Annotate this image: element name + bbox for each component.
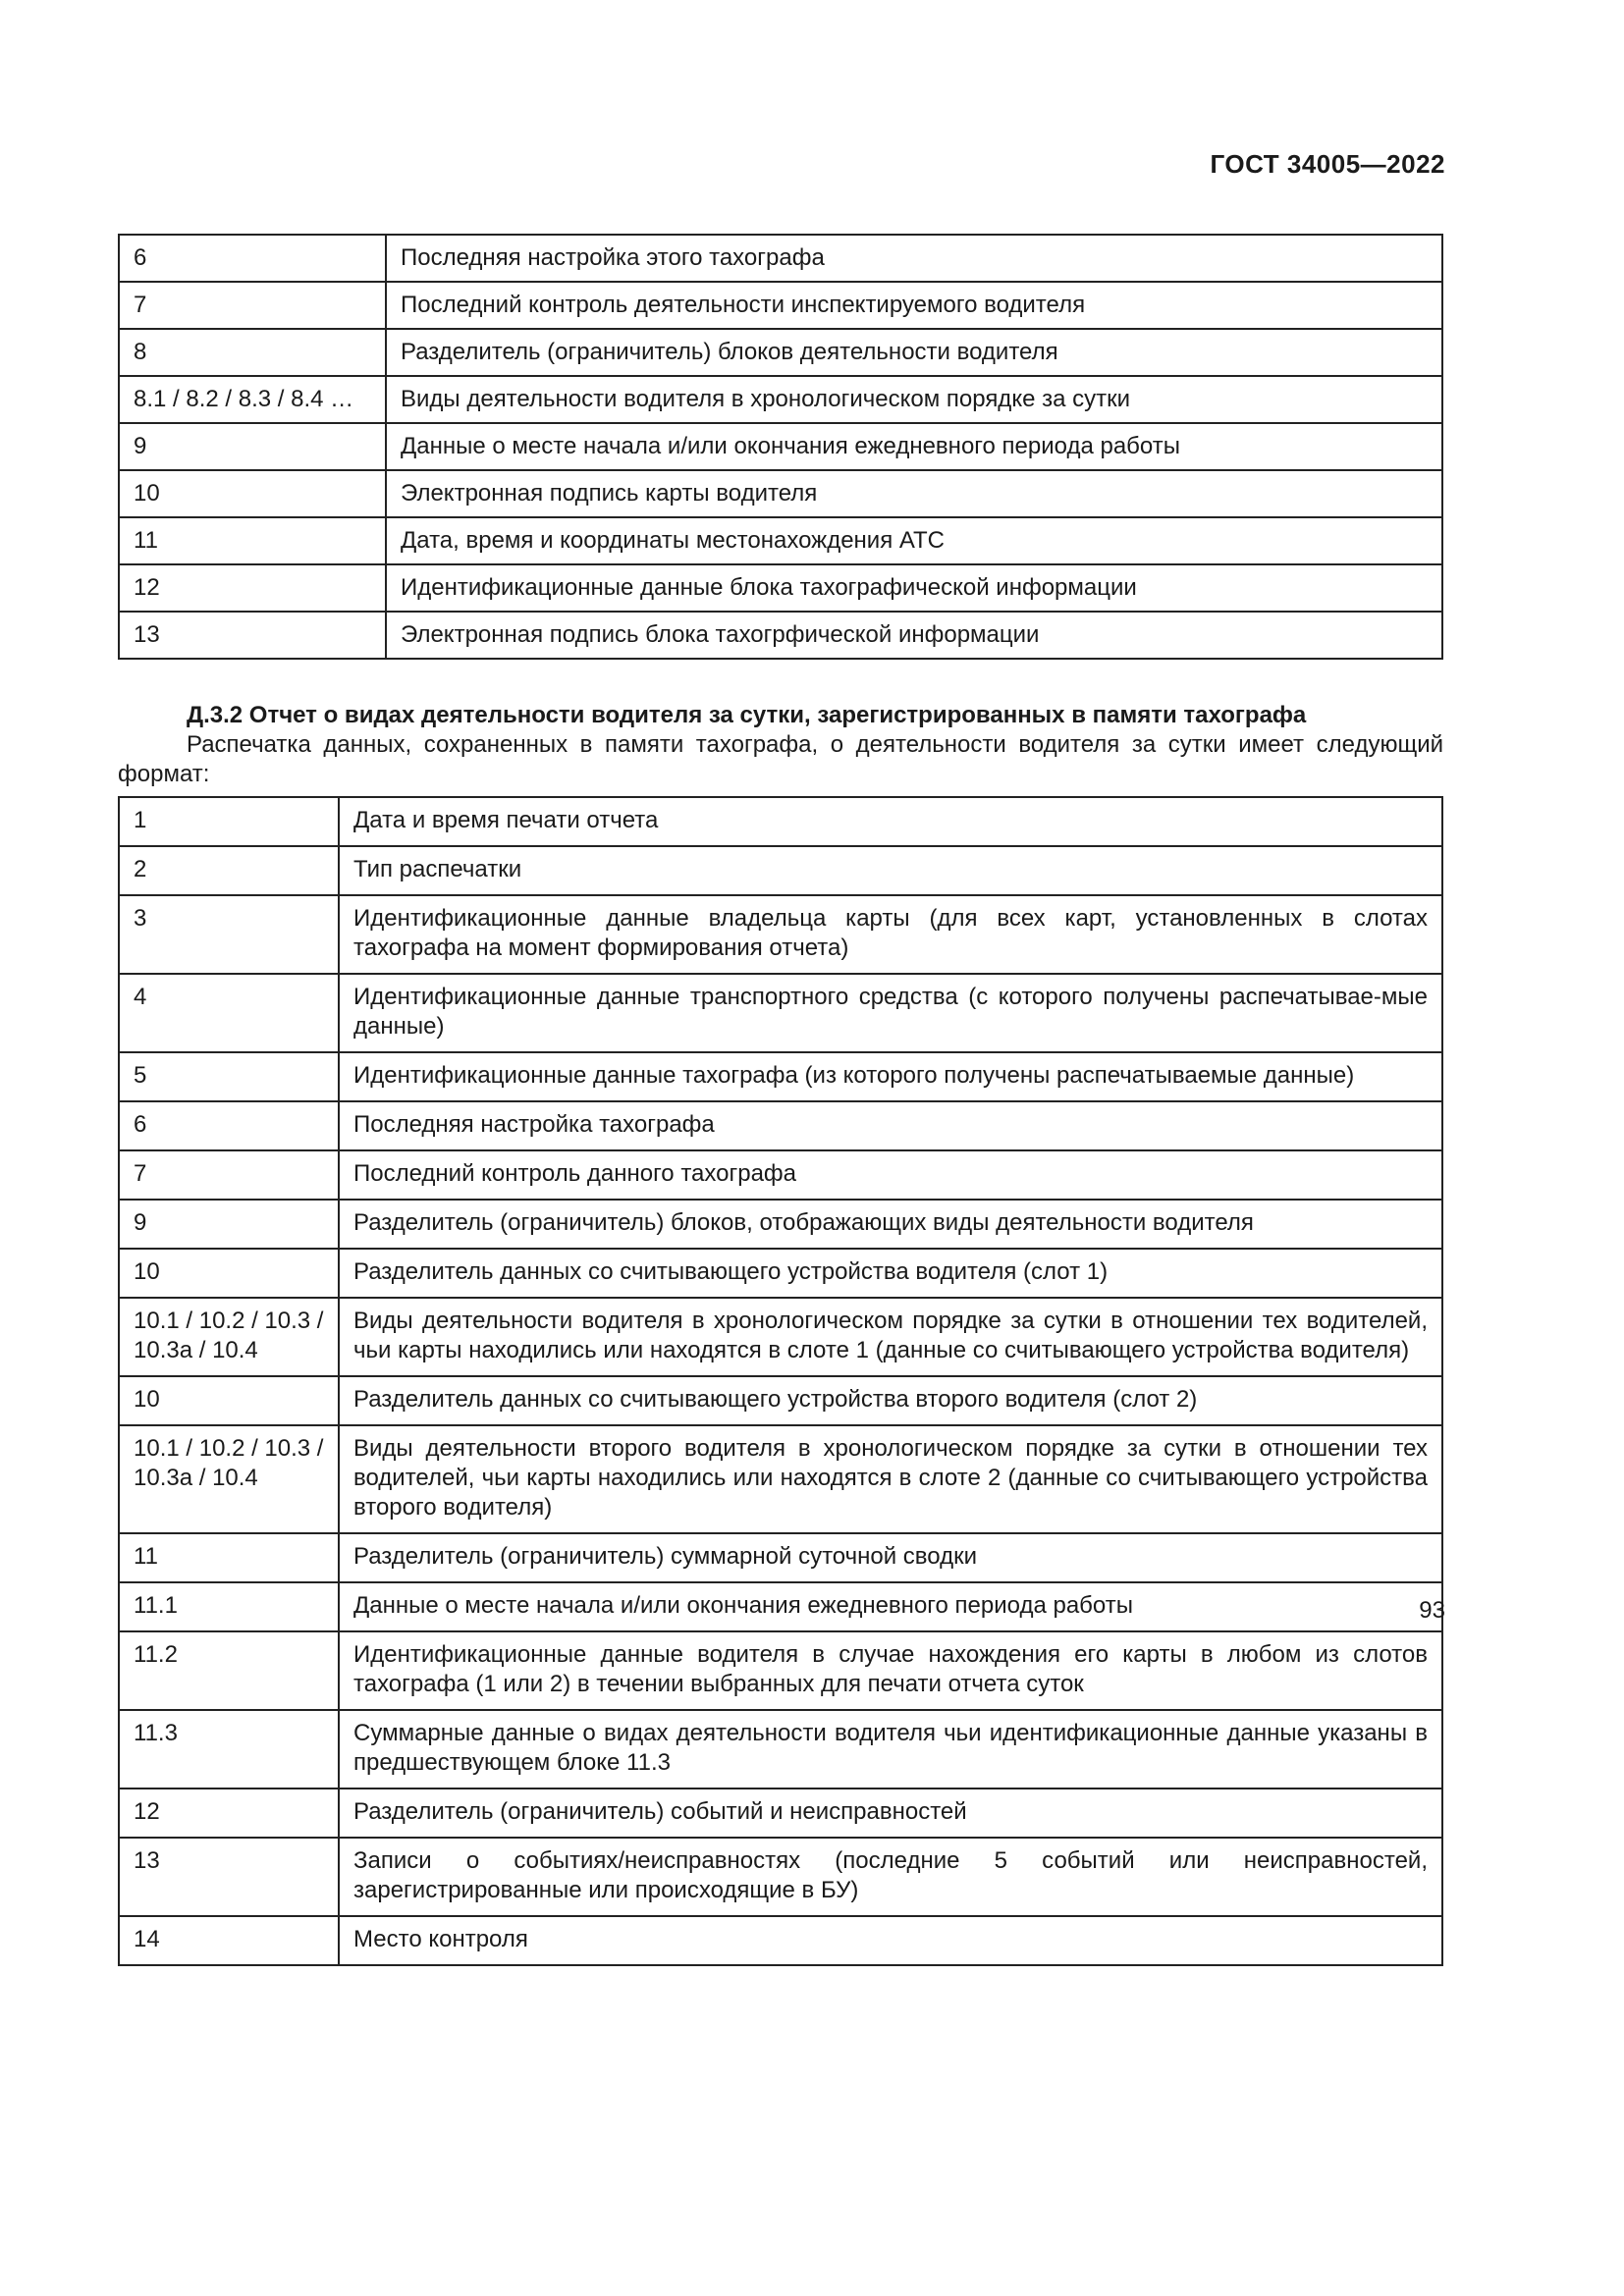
row-description-cell: Идентификационные данные тахографа (из которого получены распечатываемые данные) <box>339 1052 1442 1101</box>
row-number-cell: 10.1 / 10.2 / 10.3 / 10.3а / 10.4 <box>119 1298 339 1376</box>
row-description-cell: Записи о событиях/неисправностях (последние 5 событий или неисправностей, зарегистрированные или происходящие в БУ) <box>339 1838 1442 1916</box>
row-number-cell: 11.1 <box>119 1582 339 1631</box>
table-row <box>119 282 1442 329</box>
table-row <box>119 423 1442 470</box>
row-number-cell: 1 <box>119 797 339 846</box>
table-row <box>119 235 1442 282</box>
row-number-cell: 14 <box>119 1916 339 1965</box>
document-header: ГОСТ 34005—2022 <box>1210 149 1445 179</box>
table-body <box>119 235 1442 659</box>
row-number-cell: 11 <box>119 1533 339 1582</box>
row-number-cell: 13 <box>119 1838 339 1916</box>
table-row <box>119 376 1442 423</box>
section-heading: Д.3.2 Отчет о видах деятельности водителя за сутки, зарегистрированных в памяти тахографа <box>187 702 1307 728</box>
row-description-cell: Данные о месте начала и/или окончания ежедневного периода работы <box>339 1582 1442 1631</box>
row-description-cell: Виды деятельности второго водителя в хронологическом порядке за сутки в отношении тех водителей, чьи карты находились или находятся в слоте 2 (данные со считывающего устройства второго водителя) <box>339 1425 1442 1533</box>
table-row <box>119 1052 1442 1101</box>
row-description-cell: Электронная подпись блока тахогрфической информации <box>386 612 1442 659</box>
table-row <box>119 1150 1442 1200</box>
row-description-cell: Разделитель данных со считывающего устройства второго водителя (слот 2) <box>339 1376 1442 1425</box>
table-row <box>119 1710 1442 1789</box>
row-description-cell: Тип распечатки <box>339 846 1442 895</box>
section-d32 <box>118 701 1443 789</box>
row-number-cell: 5 <box>119 1052 339 1101</box>
row-number-cell: 12 <box>119 564 386 612</box>
table-row <box>119 797 1442 846</box>
table-row <box>119 1200 1442 1249</box>
row-description-cell: Дата, время и координаты местонахождения АТС <box>386 517 1442 564</box>
row-number-cell: 3 <box>119 895 339 974</box>
row-description-cell: Последний контроль деятельности инспектируемого водителя <box>386 282 1442 329</box>
row-number-cell: 11.2 <box>119 1631 339 1710</box>
row-description-cell: Электронная подпись карты водителя <box>386 470 1442 517</box>
table-body <box>119 797 1442 1965</box>
row-number-cell: 6 <box>119 235 386 282</box>
row-description-cell: Разделитель (ограничитель) блоков деятельности водителя <box>386 329 1442 376</box>
row-description-cell: Суммарные данные о видах деятельности водителя чьи идентификационные данные указаны в предшествующем блоке 11.3 <box>339 1710 1442 1789</box>
row-number-cell: 10 <box>119 470 386 517</box>
table-row <box>119 1376 1442 1425</box>
row-description-cell: Разделитель (ограничитель) событий и неисправностей <box>339 1789 1442 1838</box>
table-row <box>119 1298 1442 1376</box>
table-row <box>119 1789 1442 1838</box>
row-description-cell: Виды деятельности водителя в хронологическом порядке за сутки <box>386 376 1442 423</box>
table-row <box>119 1533 1442 1582</box>
row-description-cell: Виды деятельности водителя в хронологическом порядке за сутки в отношении тех водителей, чьи карты находились или находятся в слоте 1 (данные со считывающего устройства водителя) <box>339 1298 1442 1376</box>
row-number-cell: 9 <box>119 423 386 470</box>
table-row <box>119 974 1442 1052</box>
row-number-cell: 4 <box>119 974 339 1052</box>
row-description-cell: Разделитель (ограничитель) блоков, отображающих виды деятельности водителя <box>339 1200 1442 1249</box>
row-description-cell: Идентификационные данные водителя в случае нахождения его карты в любом из слотов тахографа (1 или 2) в течении выбранных для печати отчета суток <box>339 1631 1442 1710</box>
row-number-cell: 10 <box>119 1249 339 1298</box>
table-record-structure <box>118 234 1443 660</box>
row-description-cell: Последняя настройка тахографа <box>339 1101 1442 1150</box>
table-row <box>119 1631 1442 1710</box>
row-description-cell: Последний контроль данного тахографа <box>339 1150 1442 1200</box>
table-row <box>119 846 1442 895</box>
row-description-cell: Разделитель данных со считывающего устройства водителя (слот 1) <box>339 1249 1442 1298</box>
row-description-cell: Место контроля <box>339 1916 1442 1965</box>
row-number-cell: 9 <box>119 1200 339 1249</box>
row-number-cell: 11.3 <box>119 1710 339 1789</box>
table-row <box>119 329 1442 376</box>
row-number-cell: 11 <box>119 517 386 564</box>
row-number-cell: 10 <box>119 1376 339 1425</box>
row-description-cell: Дата и время печати отчета <box>339 797 1442 846</box>
row-description-cell: Идентификационные данные транспортного средства (с которого получены распечатывае-мые данные) <box>339 974 1442 1052</box>
table-row <box>119 1838 1442 1916</box>
row-description-cell: Идентификационные данные блока тахографической информации <box>386 564 1442 612</box>
table-row <box>119 470 1442 517</box>
row-description-cell: Данные о месте начала и/или окончания ежедневного периода работы <box>386 423 1442 470</box>
table-row <box>119 517 1442 564</box>
row-number-cell: 8.1 / 8.2 / 8.3 / 8.4 … <box>119 376 386 423</box>
table-row <box>119 564 1442 612</box>
row-description-cell: Разделитель (ограничитель) суммарной суточной сводки <box>339 1533 1442 1582</box>
table-row <box>119 1582 1442 1631</box>
row-number-cell: 13 <box>119 612 386 659</box>
table-row <box>119 895 1442 974</box>
row-description-cell: Идентификационные данные владельца карты (для всех карт, установленных в слотах тахографа на момент формирования отчета) <box>339 895 1442 974</box>
table-row <box>119 1425 1442 1533</box>
row-number-cell: 2 <box>119 846 339 895</box>
row-number-cell: 7 <box>119 282 386 329</box>
table-row <box>119 1101 1442 1150</box>
section-paragraph: Распечатка данных, сохраненных в памяти тахографа, о деятельности водителя за сутки имеет следующий формат: <box>118 731 1443 787</box>
page-number: 93 <box>1419 1597 1445 1624</box>
row-description-cell: Последняя настройка этого тахографа <box>386 235 1442 282</box>
row-number-cell: 6 <box>119 1101 339 1150</box>
row-number-cell: 7 <box>119 1150 339 1200</box>
row-number-cell: 12 <box>119 1789 339 1838</box>
row-number-cell: 10.1 / 10.2 / 10.3 / 10.3а / 10.4 <box>119 1425 339 1533</box>
row-number-cell: 8 <box>119 329 386 376</box>
table-daily-report-format <box>118 796 1443 1966</box>
table-row <box>119 612 1442 659</box>
table-row <box>119 1916 1442 1965</box>
table-row <box>119 1249 1442 1298</box>
